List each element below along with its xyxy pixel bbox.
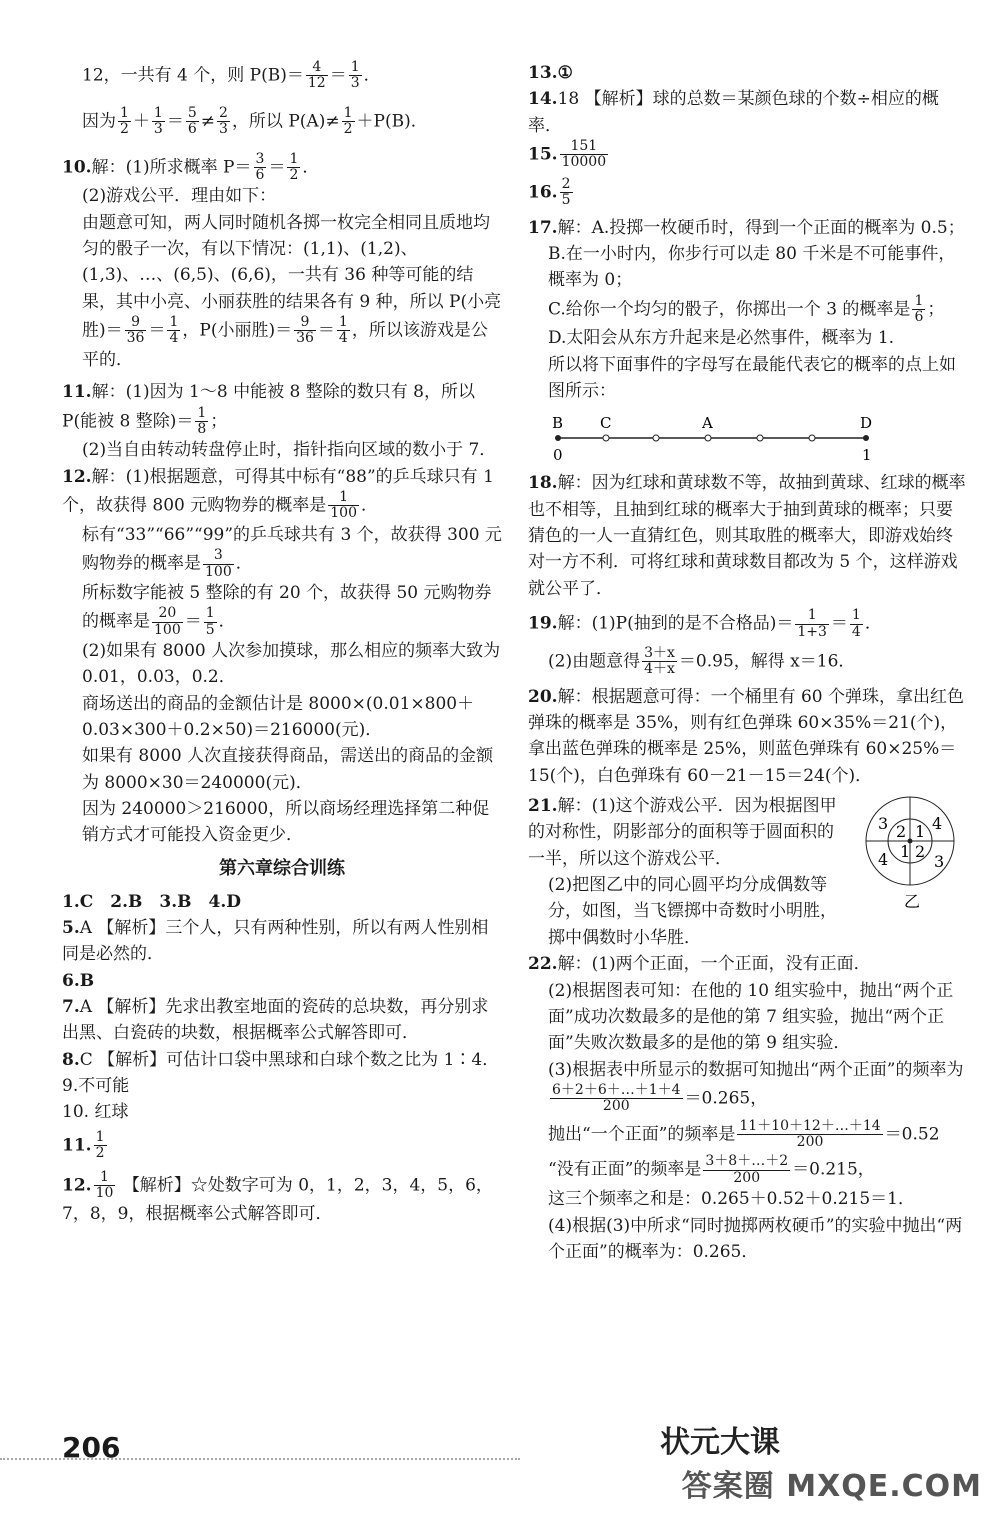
svg-text:4: 4 <box>878 850 889 870</box>
watermark: 答案圈 MXQE.COM <box>681 1469 982 1504</box>
fraction: $\frac{1}{3}$ <box>153 104 163 138</box>
number-line <box>548 408 878 468</box>
answer-17-b: B.在一小时内，你步行可以走 80 千米是不可能事件，概率为 0； <box>548 243 956 291</box>
label-b: B <box>552 414 564 433</box>
answer-12-part2: (2)如果有 8000 人次参加摸球，那么相应的频率大致为 0.01，0.03，0.2． <box>82 641 501 688</box>
section-title: 第六章综合训练 <box>219 857 345 879</box>
label-zero: 0 <box>553 446 563 465</box>
answer-6: 6.B <box>62 970 95 991</box>
answer-10-detail: 由题意可知，两人同时随机各掷一枚完全相同且质地均匀的骰子一次，有以下情况：(1,1)、(1,2)、(1,3)、…、(6,5)、(6,6)，一共有 36 种等可能的结果，其中小亮、小丽获胜的结果各有 9 种，所以 P(小亮胜)＝ $\frac{9}{36}$ ＝ $\frac{1}{4}$ ，P(小丽胜)＝ $\frac{9}{36}$ ＝ $\frac{1}{4}$ ，所以该游戏是公平的． <box>82 212 502 370</box>
label-one: 1 <box>862 446 872 465</box>
answer-22-b: (2)根据图表可知：在他的 10 组实验中，抛出“两个正面”成功次数最多的是他的第 7 组实验，抛出“两个正面”失败次数最多的是他的第 9 组实验． <box>548 980 954 1054</box>
answer-9: 9.不可能 <box>62 1076 130 1097</box>
line-1: 12，一共有 4 个，则 P(B)＝ $\frac{4}{12}$ ＝ $\frac{1}{3}$ ． <box>82 59 381 92</box>
answer-17: 17.解：A.投掷一枚硬币时，得到一个正面的概率为 0.5； <box>528 217 965 238</box>
svg-text:1: 1 <box>900 842 911 862</box>
answer-12b: 12. $\frac{1}{10}$ 【解析】☆处数字可为 0，1，2，3，4，5，6，7，8，9，根据概率公式解答即可． <box>62 1168 493 1225</box>
label-d: D <box>860 414 873 433</box>
fraction: $\frac{4}{12}$ <box>307 59 326 92</box>
answers-1-4: 1.C 2.B 3.B 4.D <box>62 891 241 912</box>
svg-text:1: 1 <box>915 822 926 842</box>
page-number: 206 <box>62 1431 121 1464</box>
answer-10b: 10. 红球 <box>62 1102 129 1123</box>
svg-text:2: 2 <box>915 842 926 862</box>
answer-12-part2-c: 如果有 8000 人次直接获得商品，需送出的商品的金额为 8000×30＝240000(元)． <box>82 746 494 793</box>
answer-15: 15. $\frac{151}{10000}$ <box>528 138 607 171</box>
point-c <box>603 435 609 441</box>
answer-8: 8.C 【解析】可估计口袋中黑球和白球个数之比为 1∶4． <box>62 1049 500 1070</box>
answer-12-c: 所标数字能被 5 整除的有 20 个，故获得 50 元购物券的概率是 $\frac{20}{100}$ ＝ $\frac{1}{5}$ ． <box>82 582 492 638</box>
fraction: $\frac{1}{2}$ <box>343 104 353 138</box>
answer-20: 20.解：根据题意可得：一个桶里有 60 个弹珠，拿出红色弹珠的概率是 35%，则有红色弹珠 60×35%＝21(个)，拿出蓝色弹珠的概率是 25%，则蓝色弹珠有 60×25%＝15(个)，白色弹珠有 60－21－15＝24(个)． <box>528 686 965 786</box>
answer-14: 14.18 【解析】球的总数＝某颜色球的个数÷相应的概率． <box>528 89 939 136</box>
answer-17-d: D.太阳会从东方升起来是必然事件，概率为 1. <box>548 328 895 349</box>
number-line-figure <box>548 408 968 468</box>
answer-17-c: C.给你一个均匀的骰子，你掷出一个 3 的概率是 $\frac{1}{6}$ ； <box>548 292 945 326</box>
answer-22-g: 这三个频率之和是：0.265＋0.52＋0.215＝1． <box>548 1189 916 1210</box>
answer-13: 13.① <box>528 63 573 83</box>
label-c: C <box>600 414 612 433</box>
answer-21-b: (2)把图乙中的同心圆平均分成偶数等分，如图，当飞镖掷中奇数时小明胜，掷中偶数时小华胜． <box>548 875 837 948</box>
answer-19-b: (2)由题意得 $\frac{3+x}{4+x}$ ＝0.95，解得 x＝16． <box>548 644 856 678</box>
text: 12，一共有 4 个，则 P(B)＝ <box>82 65 304 86</box>
line-2: 因为 $\frac{1}{2}$ ＋ $\frac{1}{3}$ ＝ $\frac{5}{6}$ ≠ $\frac{2}{3}$ ，所以 P(A)≠ $\frac{1}{2}$ ＋P(B)． <box>82 104 428 138</box>
answer-21-a: 21.解：(1)这个游戏公平．因为根据图甲的对称性，阴影部分的面积等于圆面积的一半，所以这个游戏公平． <box>528 796 837 869</box>
answer-22-h: (4)根据(3)中所求“同时抛掷两枚硬币”的实验中抛出“两个正面”的概率为：0.265． <box>548 1215 963 1262</box>
answer-11b: 11. $\frac{1}{2}$ <box>62 1128 105 1162</box>
fraction: $\frac{5}{6}$ <box>187 104 197 138</box>
left-column <box>62 60 502 1228</box>
page-footer <box>0 1420 1000 1513</box>
answer-16: 16. $\frac{2}{5}$ <box>528 175 571 209</box>
answer-11-part2: (2)当自由转动转盘停止时，指针指向区域的数小于 7． <box>82 440 497 461</box>
answer-10: 10.解：(1)所求概率 P＝ $\frac{3}{6}$ ＝ $\frac{1}{2}$ ． <box>62 150 320 183</box>
svg-text:4: 4 <box>932 814 943 834</box>
fraction: $\frac{1}{3}$ <box>350 59 360 92</box>
right-column <box>528 60 968 1265</box>
answer-12-b: 标有“33”“66”“99”的乒乓球共有 3 个，故获得 300 元购物券的概率是 $\frac{3}{100}$ ． <box>82 524 502 580</box>
figure-label: 乙 <box>904 892 921 912</box>
svg-text:3: 3 <box>878 814 889 834</box>
answer-22-c: (3)根据表中所显示的数据可知抛出“两个正面”的频率为 $\frac{6+2+6+\dots+1+4}{200}$ ＝0.265， <box>548 1059 964 1115</box>
answer-19: 19.解：(1)P(抽到的是不合格品)＝ $\frac{1}{1+3}$ ＝ $\frac{1}{4}$ ． <box>528 607 882 640</box>
point-a <box>705 435 711 441</box>
answer-5: 5.A 【解析】三个人，只有两种性别，所以有两人性别相同是必然的． <box>62 918 489 965</box>
answer-17-e: 所以将下面事件的字母写在最能代表它的概率的点上如图所示： <box>548 354 956 402</box>
point-d <box>863 435 869 441</box>
label-a: A <box>702 414 713 433</box>
point-b <box>555 435 561 441</box>
answer-18: 18.解：因为红球和黄球数不等，故抽到黄球、红球的概率也不相等，且抽到红球的概率大于抽到黄球的概率；只要猜色的一人一直猜红色，则其取胜的概率大，即游戏始终对一方不利．可将红球和黄球数目都改为 5 个，这样游戏就公平了． <box>528 473 966 599</box>
answer-22-e: “没有正面”的频率是 $\frac{3+8+\dots+2}{200}$ ＝0.215， <box>548 1153 875 1186</box>
svg-text:2: 2 <box>896 822 907 842</box>
fraction: $\frac{2}{3}$ <box>219 104 228 138</box>
answer-22-d: 抛出“一个正面”的频率是 $\frac{11+10+12+\dots+14}{200}$ ＝0.52 <box>548 1117 940 1151</box>
svg-text:3: 3 <box>934 852 945 872</box>
answer-22: 22.解：(1)两个正面，一个正面，没有正面． <box>528 954 871 975</box>
answer-12: 12.解：(1)根据题意，可得其中标有“88”的乒乓球只有 1 个，故获得 800 元购物券的概率是 $\frac{1}{100}$ ． <box>62 466 494 522</box>
fraction: $\frac{1}{2}$ <box>120 104 129 138</box>
answer-21 <box>528 793 968 951</box>
answer-12-part2-d: 因为 240000＞216000，所以商场经理选择第二种促销方式才可能投入资金更少． <box>82 799 490 846</box>
answer-12-part2-b: 商场送出的商品的金额估计是 8000×(0.01×800＋0.03×300＋0.2×50)＝216000(元)． <box>82 693 475 741</box>
answer-7: 7.A 【解析】先求出教室地面的瓷砖的总块数，再分别求出黑、白瓷砖的块数，根据概率公式解答即可． <box>62 997 489 1044</box>
answer-11: 11.解：(1)因为 1～8 中能被 8 整除的数只有 8，所以 P(能被 8 整除)＝ $\frac{1}{8}$ ； <box>62 382 475 437</box>
answer-10-part2: (2)游戏公平．理由如下： <box>82 186 277 207</box>
brand-logo: 状元大课 <box>660 1425 780 1460</box>
